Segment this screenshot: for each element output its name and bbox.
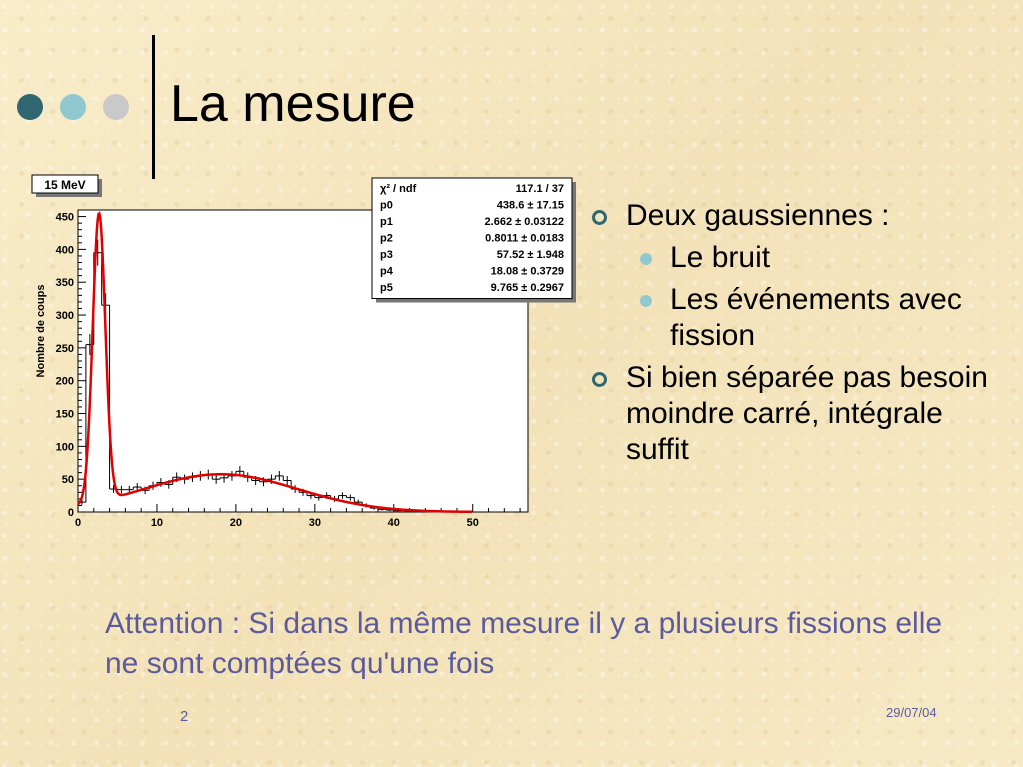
page-number: 2 [180,708,189,725]
x-tick-label: 20 [229,517,243,529]
stats-value: 0.8011 ± 0.0183 [485,232,564,245]
x-tick-label: 50 [466,517,479,529]
y-tick-label: 50 [61,474,74,487]
ring-bullet-icon [592,372,607,387]
stats-value: 2.662 ± 0.03122 [484,216,564,228]
y-tick-label: 0 [67,507,74,519]
slide-date: 29/07/04 [886,705,937,720]
stats-name: p3 [380,249,393,261]
chart-title: 15 MeV [44,178,86,192]
bullet-dot-dark [17,94,43,120]
attention-note: Attention : Si dans la même mesure il y a plusieurs fissions elle ne sont comptées qu'une fois [105,607,943,680]
y-tick-label: 250 [55,342,74,355]
title-divider [152,35,155,179]
bullet-list [590,198,1010,474]
stats-name: p0 [380,199,393,212]
ring-bullet-icon [592,210,607,225]
bullet-dot-light [60,94,86,120]
stats-name: p2 [380,232,393,245]
stats-name: p5 [380,282,393,294]
stats-value: 57.52 ± 1.948 [496,249,564,261]
x-tick-label: 10 [150,517,164,529]
x-tick-label: 0 [74,517,82,529]
stats-value: 438.6 ± 17.15 [496,199,564,212]
y-tick-label: 400 [55,244,74,257]
y-tick-label: 150 [55,408,74,421]
y-tick-label: 200 [55,375,74,388]
stats-value: 18.08 ± 0.3729 [490,265,564,278]
bullet-dot-grey [103,94,129,120]
stats-name: χ² / ndf [380,183,417,195]
y-tick-label: 350 [55,277,74,290]
stats-name: p4 [380,265,393,278]
stats-value: 9.765 ± 0.2967 [490,282,564,294]
histogram-chart [28,170,564,530]
x-tick-label: 30 [308,517,321,529]
slide-title: La mesure [170,75,416,133]
y-tick-label: 300 [55,310,74,323]
dot-bullet-icon [640,253,652,265]
sub-bullet-item [590,240,1010,276]
bullet-text: Deux gaussiennes : [626,199,890,232]
bullet-text: Les événements avec fission [670,283,962,352]
x-tick-label: 40 [387,517,400,529]
bullet-text: Le bruit [670,241,771,274]
stats-value: 117.1 / 37 [515,183,564,195]
y-tick-label: 100 [55,441,74,454]
bullet-text: Si bien séparée pas besoin moindre carré, intégrale suffit [626,361,988,466]
sub-bullet-item [590,282,1010,354]
bullet-item [590,198,1010,234]
stats-name: p1 [380,216,393,228]
y-tick-label: 450 [55,211,74,224]
y-axis-label: Nombre de coups [35,284,47,378]
dot-bullet-icon [640,295,652,307]
bullet-item [590,360,1010,468]
